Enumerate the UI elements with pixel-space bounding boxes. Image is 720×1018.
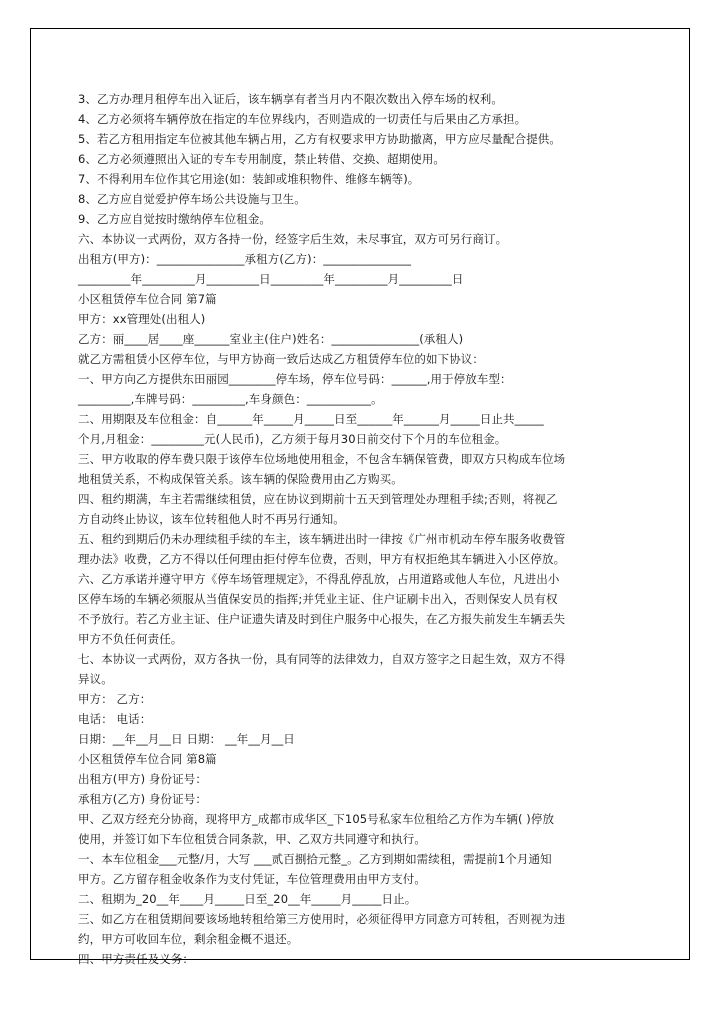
text-line: 理办法》收费，乙方不得以任何理由拒付停车位费，否则，甲方有权拒绝其车辆进入小区停放。 [78, 552, 566, 566]
text-line: 出租方(甲方) 身份证号： [78, 772, 207, 786]
text-line: 甲方：xx管理处(出租人) [78, 312, 206, 326]
text-line: 9、乙方应自觉按时缴纳停车位租金。 [78, 212, 272, 226]
text-line: 四、甲方责任及义务： [78, 952, 194, 966]
text-line: 四、租约期满，车主若需继续租赁，应在协议到期前十五天到管理处办理租手续;否则，将视乙 [78, 492, 558, 506]
text-line: _________,车牌号码：_________,车身颜色：___________。 [78, 392, 383, 406]
text-line: 五、租约到期后仍未办理续租手续的车主，该车辆进出时一律按《广州市机动车停车服务收费管 [78, 532, 566, 546]
date-line: _________年_________月_________日_________年_________月_________日 [78, 272, 464, 286]
text-line: 六、乙方承诺并遵守甲方《停车场管理规定》，不得乱停乱放，占用道路或他人车位，凡进出小 [78, 572, 560, 586]
text-line: 甲方。乙方留存租金收条作为支付凭证，车位管理费用由甲方支付。 [78, 872, 426, 886]
text-line: 4、乙方必须将车辆停放在指定的车位界线内，否则造成的一切责任与后果由乙方承担。 [78, 112, 527, 126]
text-line: 8、乙方应自觉爱护停车场公共设施与卫生。 [78, 192, 306, 206]
text-line: 承租方(乙方) 身份证号： [78, 792, 207, 806]
text-line: 三、甲方收取的停车费只限于该停车位场地使用租金，不包含车辆保管费，即双方只构成车位场 [78, 452, 566, 466]
text-line: 5、若乙方租用指定车位被其他车辆占用，乙方有权要求甲方协助撤离，甲方应尽量配合提供。 [78, 132, 562, 146]
text-line: 异议。 [78, 672, 113, 686]
text-line: 就乙方需租赁小区停车位，与甲方协商一致后达成乙方租赁停车位的如下协议： [78, 352, 484, 366]
text-line: 甲方不负任何责任。 [78, 632, 183, 646]
text-line: 七、本协议一式两份，双方各执一份，具有同等的法律效力，自双方签字之日起生效，双方不得 [78, 652, 566, 666]
text-line: 甲方： 乙方： [78, 692, 152, 706]
text-line: 不予放行。若乙方业主证、住户证遗失请及时到住户服务中心报失，在乙方报失前发生车辆丢失 [78, 612, 566, 626]
date-line: 日期：__年__月__日 日期： __年__月__日 [78, 732, 295, 746]
text-line: 一、甲方向乙方提供东田丽园________停车场，停车位号码：______,用于停放车型： [78, 372, 512, 386]
text-line: 3、乙方办理月租停车出入证后，该车辆享有者当月内不限次数出入停车场的权利。 [78, 92, 504, 106]
text-line: 甲、乙双方经充分协商，现将甲方_成都市成华区_下105号私家车位租给乙方作为车辆( )停放 [78, 812, 555, 826]
text-line: 三、如乙方在租赁期间要该场地转租给第三方使用时，必须征得甲方同意方可转租，否则视为违 [78, 912, 566, 926]
text-line: 二、租期为_20__年____月_____日至_20__年_____月_____日止。 [78, 892, 417, 906]
text-line: 乙方：丽____居____座______室业主(住户)姓名：_______________(承租人) [78, 332, 464, 346]
text-line: 六、本协议一式两份，双方各持一份，经签字后生效，未尽事宜，双方可另行商订。 [78, 232, 508, 246]
text-line: 6、乙方必须遵照出入证的专车专用制度，禁止转借、交换、超期使用。 [78, 152, 446, 166]
text-line: 一、本车位租金___元整/月，大写 ___贰百捌拾元整_。乙方到期如需续租，需提前1个月通知 [78, 852, 552, 866]
text-line: 使用，并签订如下车位租赁合同条款，甲、乙双方共同遵守和执行。 [78, 832, 426, 846]
text-line: 区停车场的车辆必须服从当值保安员的指挥;并凭业主证、住户证刷卡出入，否则保安人员有权 [78, 592, 558, 606]
text-line: 地租赁关系，不构成保管关系。该车辆的保险费用由乙方购买。 [78, 472, 403, 486]
text-line: 7、不得利用车位作其它用途(如：装卸或堆积物件、维修车辆等)。 [78, 172, 420, 186]
signature-line: 出租方(甲方)：_______________承租方(乙方)：_______________ [78, 252, 412, 266]
text-line: 约，甲方可收回车位，剩余租金概不退还。 [78, 932, 299, 946]
section-heading: 小区租赁停车位合同 第8篇 [78, 752, 217, 766]
section-heading: 小区租赁停车位合同 第7篇 [78, 292, 217, 306]
text-line: 方自动终止协议，该车位转租他人时不再另行通知。 [78, 512, 345, 526]
document-body [78, 89, 618, 969]
text-line: 电话： 电话： [78, 712, 152, 726]
text-line: 个月,月租金：_________元(人民币)，乙方须于每月30日前交付下个月的车位租金。 [78, 432, 507, 446]
text-line: 二、用期限及车位租金：自______年_____月_____日至______年______月_____日止共_____ [78, 412, 544, 426]
